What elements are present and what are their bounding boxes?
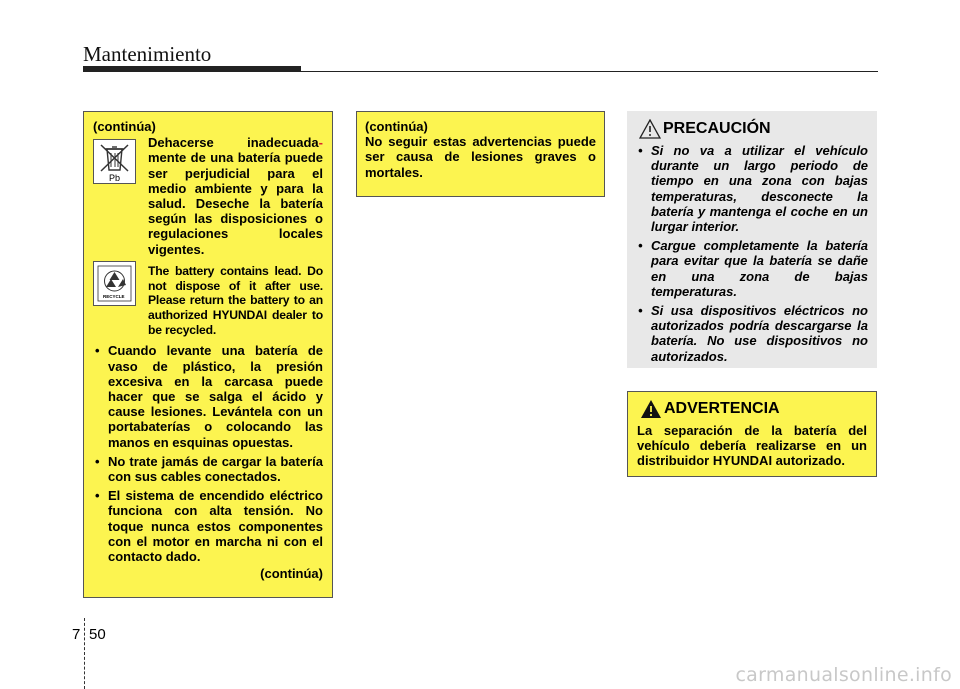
caution-list — [636, 143, 868, 364]
list-item: • El sistema de encendido eléctrico funciona con alta tensión. No toque nunca estos componentes con el motor en marcha ni con el contacto dado. — [93, 488, 323, 564]
list-item: • Cuando levante una batería de vaso de plástico, la presión excesiva en la carcasa puede hacer que se salga el ácido y cause lesiones. Levántela con un portabaterías o colocando las manos en esquinas opuestas. — [93, 343, 323, 449]
battery-handling-list — [93, 343, 323, 564]
list-item: • Si usa dispositivos eléctricos no autorizados podría descargarse la batería. No use dispositivos no autorizados. — [636, 303, 868, 364]
page-number-divider — [84, 618, 85, 689]
warning-triangle-filled-icon — [640, 399, 662, 419]
recycle-label: RECYCLE — [103, 294, 125, 299]
caution-title: PRECAUCIÓN — [636, 119, 868, 139]
continued-warning-panel — [356, 111, 605, 197]
caution-panel — [627, 111, 877, 368]
recycle-icon — [93, 261, 136, 306]
watermark: carmanualsonline.info — [735, 664, 952, 686]
warning-panel — [627, 391, 877, 477]
continued-warning-text: No seguir estas advertencias puede ser causa de lesiones graves o mortales. — [365, 134, 596, 180]
warning-title: ADVERTENCIA — [637, 399, 867, 419]
list-item: • No trate jamás de cargar la batería con sus cables conectados. — [93, 454, 323, 484]
page-number: 50 — [89, 626, 106, 643]
recycle-text: The battery contains lead. Do not dispose of it after use. Please return the battery to an authorized HYUNDAI dealer to be recycled. — [148, 263, 323, 337]
page-header-title: Mantenimiento — [83, 42, 212, 66]
warning-text: La separación de la batería del vehículo debería realizarse en un distribuidor HYUNDAI autorizado. — [637, 423, 867, 469]
continua-label-bottom: (continúa) — [260, 566, 323, 582]
list-item: • Si no va a utilizar el vehículo durante un largo periodo de tiempo en una zona con bajas temperaturas, desconecte la batería y mantenga el coche en un lurgar interior. — [636, 143, 868, 234]
header-rule-thin — [301, 71, 878, 72]
no-trash-pb-icon — [93, 139, 136, 184]
battery-disposal-panel — [83, 111, 333, 598]
pb-label: Pb — [109, 173, 121, 183]
continua-label-top: (continúa) — [93, 119, 156, 134]
list-item: • Cargue completamente la batería para evitar que la batería se dañe en una zona de bajas temperaturas. — [636, 238, 868, 299]
disposal-warning-text: Dehacerse inadecuada- mente de una batería puede ser perjudicial para el medio ambiente y para la salud. Deseche la batería según las disposiciones o regulaciones locales vigentes. — [148, 135, 323, 257]
warning-triangle-outline-icon — [639, 119, 661, 139]
continua-label-top: (continúa) — [365, 119, 428, 134]
header-rule-thick — [83, 66, 301, 72]
chapter-number: 7 — [72, 626, 81, 643]
